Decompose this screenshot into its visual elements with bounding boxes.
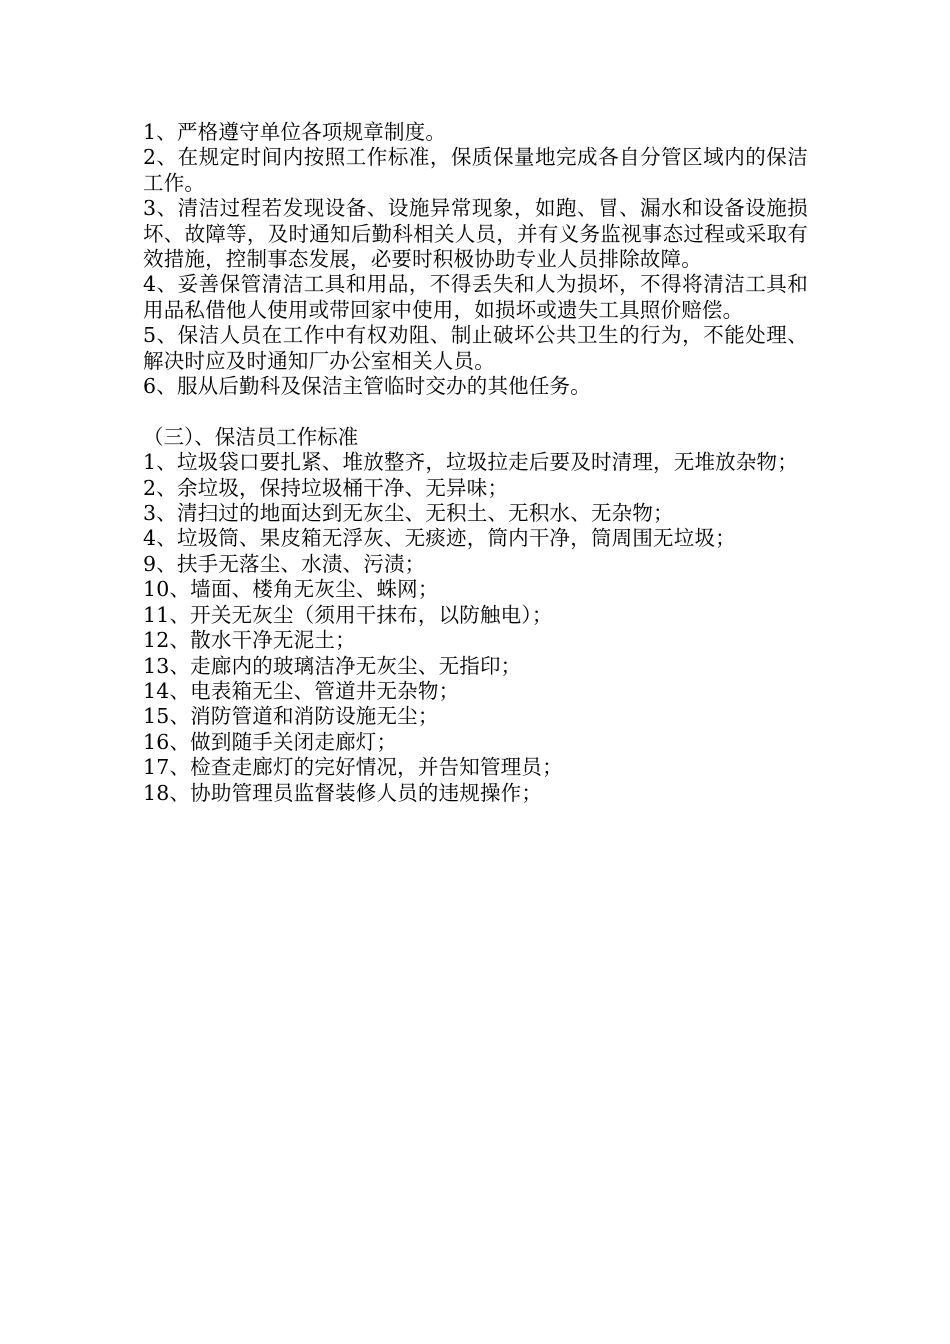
document-page: [143, 120, 808, 806]
standard-item: 2、余垃圾，保持垃圾桶干净、无异味；: [143, 475, 509, 500]
standard-item: 13、走廊内的玻璃洁净无灰尘、无指印；: [143, 653, 522, 678]
duty-item: 1、严格遵守单位各项规章制度。: [143, 120, 447, 144]
blank-line: [143, 399, 808, 424]
standard-item: 15、消防管道和消防设施无尘；: [143, 704, 439, 729]
standard-item: 17、检查走廊灯的完好情况，并告知管理员；: [143, 755, 563, 780]
standard-item: 18、协助管理员监督装修人员的违规操作；: [143, 780, 543, 805]
duties-list: [143, 120, 808, 399]
standard-item: 16、做到随手关闭走廊灯；: [143, 729, 398, 754]
standard-item: 3、清扫过的地面达到无灰尘、无积土、无积水、无杂物；: [143, 501, 674, 526]
duty-item: 2、在规定时间内按照工作标准，保质保量地完成各自分管区域内的保洁工作。: [143, 145, 808, 195]
standard-item: 10、墙面、楼角无灰尘、蛛网；: [143, 577, 439, 602]
duty-item: 4、妥善保管清洁工具和用品，不得丢失和人为损坏，不得将清洁工具和用品私借他人使用或带回家中使用，如损坏或遗失工具照价赔偿。: [143, 272, 808, 322]
duty-item: 5、保洁人员在工作中有权劝阻、制止破坏公共卫生的行为，不能处理、解决时应及时通知厂办公室相关人员。: [143, 323, 808, 373]
duty-item: 6、服从后勤科及保洁主管临时交办的其他任务。: [143, 374, 591, 399]
standard-item: 14、电表箱无尘、管道井无杂物；: [143, 678, 460, 703]
standards-list: [143, 450, 808, 806]
standard-item: 4、垃圾筒、果皮箱无浮灰、无痰迹，筒内干净，筒周围无垃圾；: [143, 526, 736, 551]
section-heading: （三）、保洁员工作标准: [143, 424, 359, 449]
standard-item: 11、开关无灰尘（须用干抹布，以防触电）；: [143, 602, 553, 627]
standard-item: 12、散水干净无泥土；: [143, 628, 356, 653]
standard-item: 9、扶手无落尘、水渍、污渍；: [143, 551, 426, 576]
standard-item: 1、垃圾袋口要扎紧、堆放整齐，垃圾拉走后要及时清理，无堆放杂物；: [143, 450, 798, 475]
duty-item: 3、清洁过程若发现设备、设施异常现象，如跑、冒、漏水和设备设施损坏、故障等，及时通知后勤科相关人员，并有义务监视事态过程或采取有效措施，控制事态发展，必要时积极协助专业人员排除故障。: [143, 196, 808, 272]
